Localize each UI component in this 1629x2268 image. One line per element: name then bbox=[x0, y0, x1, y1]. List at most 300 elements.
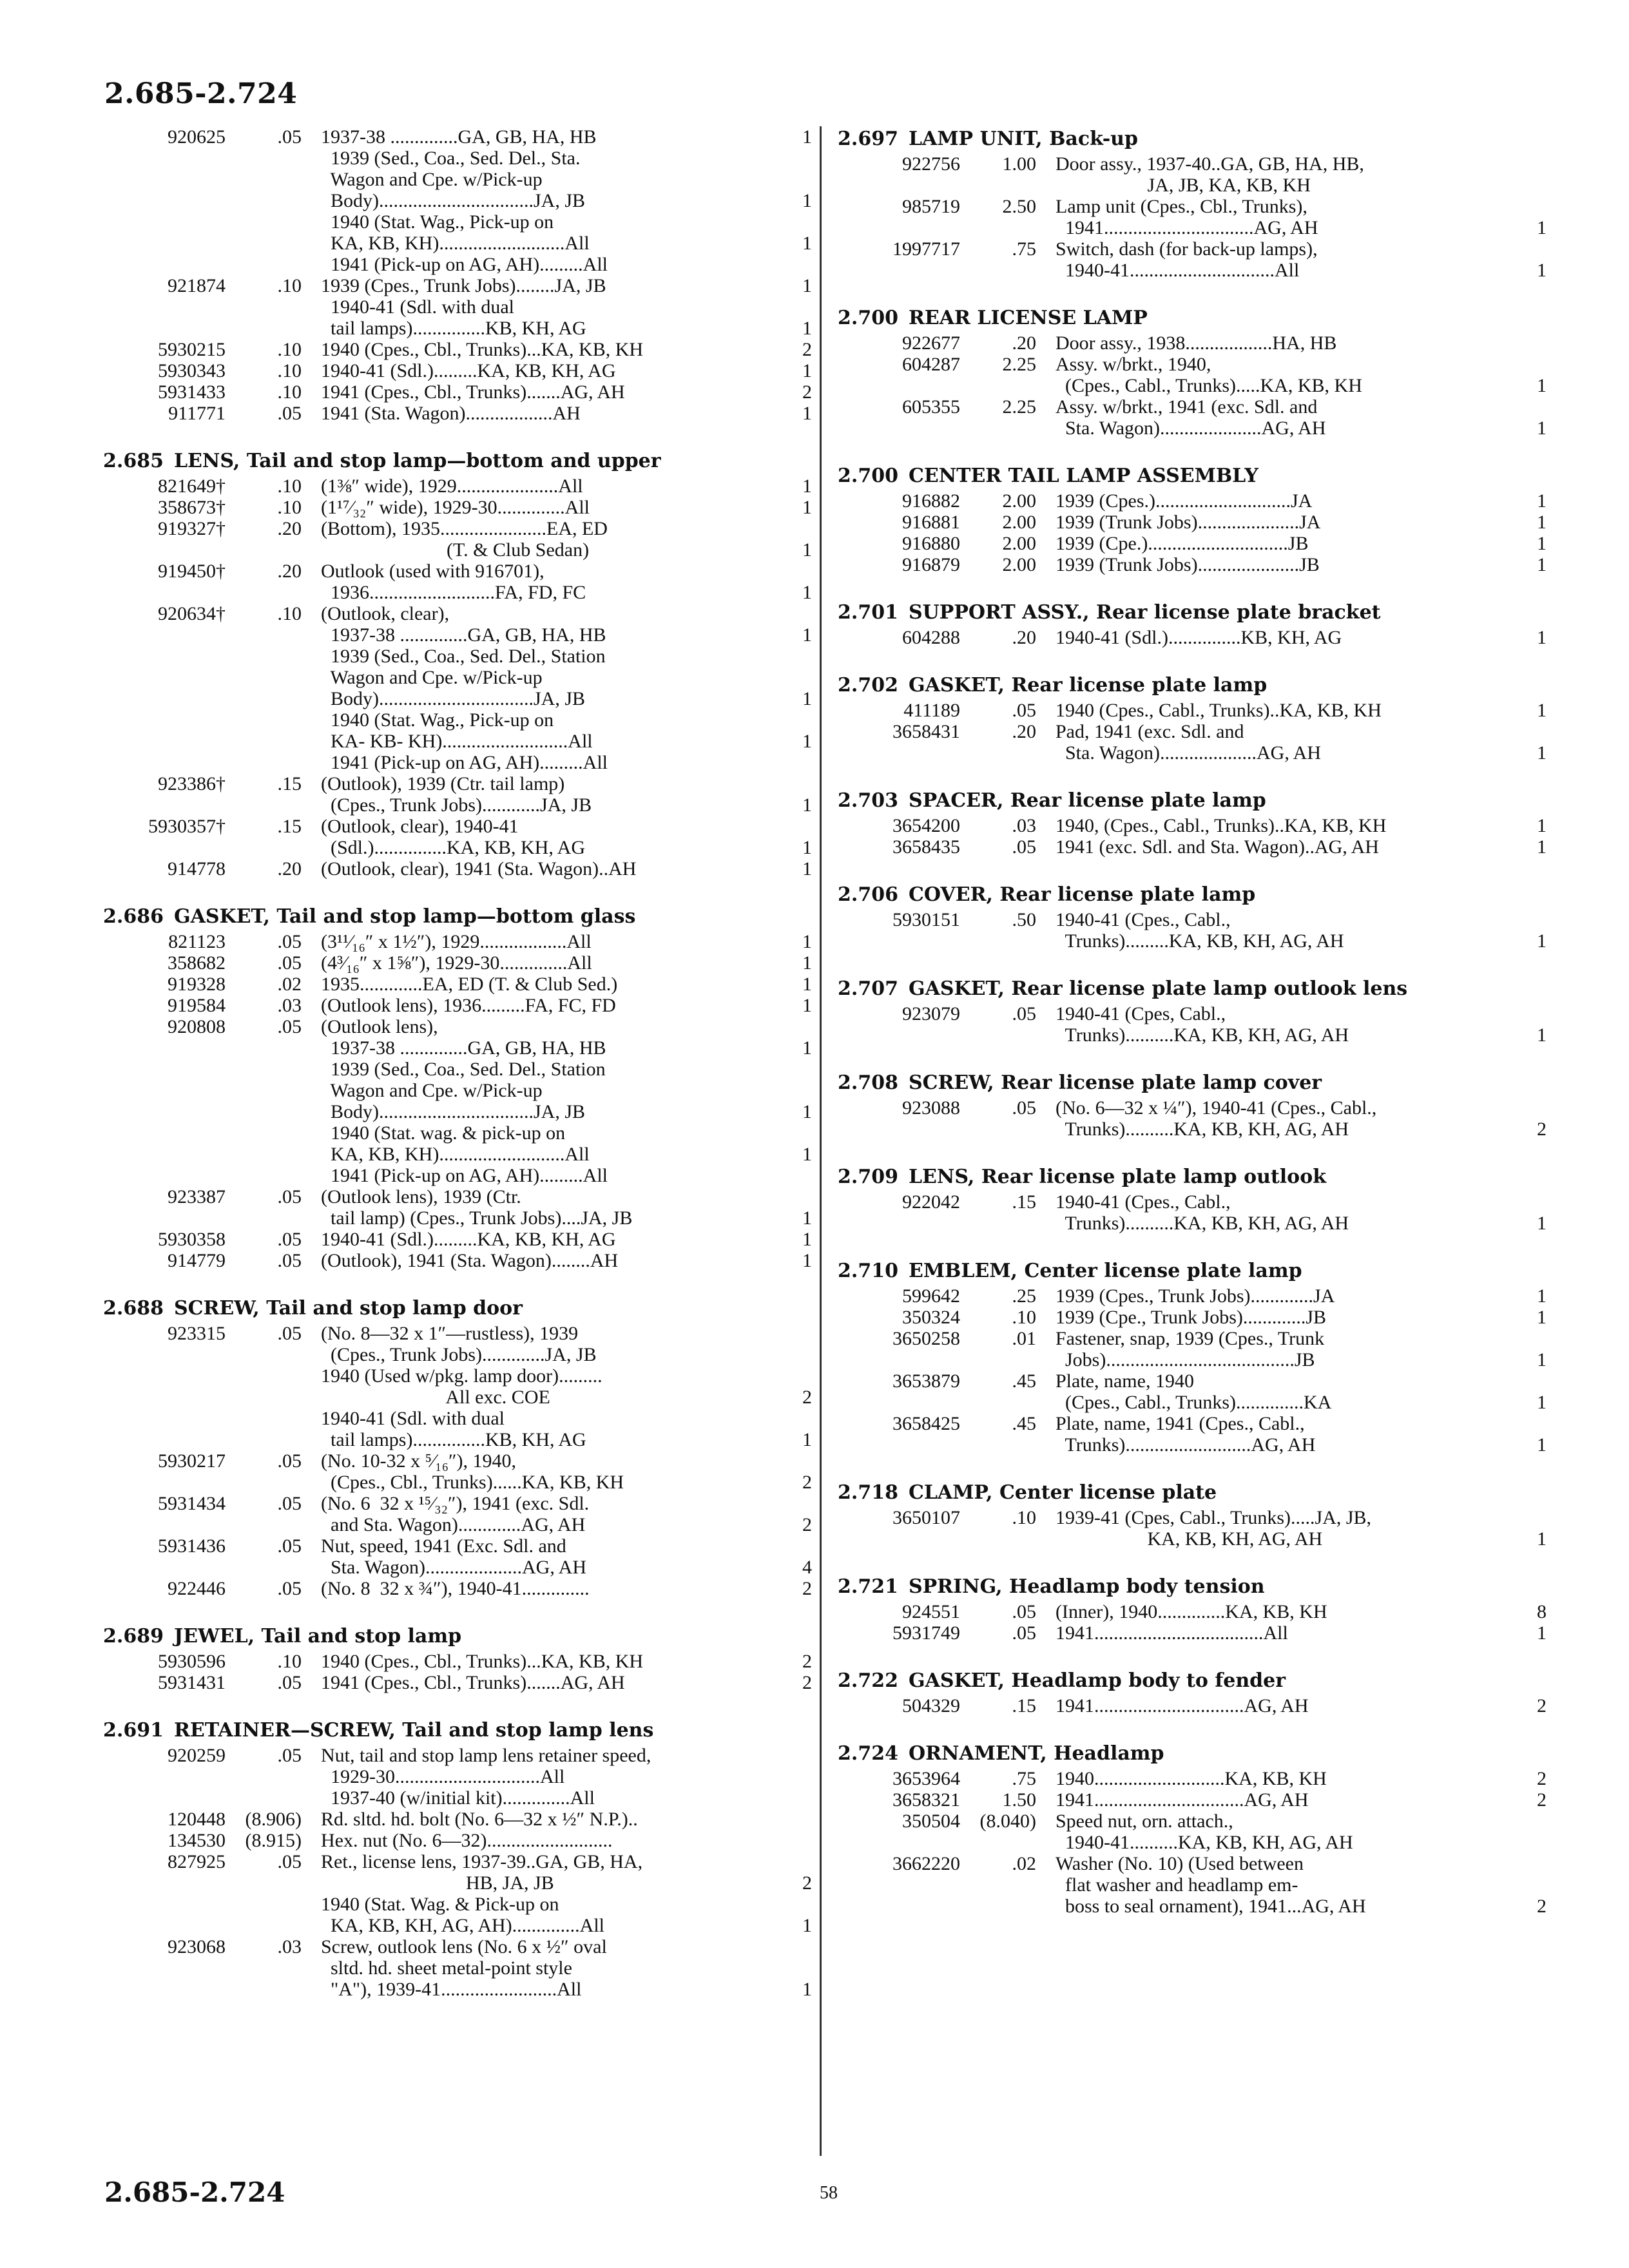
part-number: 920808 bbox=[168, 1016, 226, 1037]
part-row bbox=[838, 1328, 1547, 1370]
part-row bbox=[838, 1191, 1547, 1234]
description-line: Trunks)..........................AG, AH bbox=[1055, 1434, 1316, 1456]
part-description bbox=[1055, 533, 1505, 554]
description-line: (Outlook, clear), 1940-41 bbox=[321, 816, 519, 837]
part-row bbox=[103, 275, 812, 296]
part-quantity: 1 bbox=[802, 126, 812, 148]
part-row bbox=[103, 1450, 812, 1493]
part-description bbox=[321, 1059, 771, 1122]
section-title bbox=[103, 1624, 812, 1649]
section-number: 2.688 bbox=[103, 1297, 164, 1320]
part-price: .25 bbox=[1012, 1285, 1036, 1307]
description-line: sltd. hd. sheet metal-point style bbox=[321, 1957, 572, 1979]
part-description bbox=[1055, 700, 1505, 721]
description-line: 1937-38 ..............GA, GB, HA, HB bbox=[321, 1037, 606, 1059]
part-quantity: 1 bbox=[802, 624, 812, 646]
part-description bbox=[321, 275, 771, 296]
section-title bbox=[103, 1718, 812, 1744]
part-quantity: 1 bbox=[1537, 815, 1547, 836]
part-row bbox=[838, 1370, 1547, 1413]
part-quantity: 2 bbox=[1537, 1695, 1547, 1716]
part-row bbox=[838, 1097, 1547, 1140]
part-quantity: 2 bbox=[1537, 1768, 1547, 1789]
description-line: KA, KB, KH, AG, AH bbox=[1055, 1528, 1323, 1550]
section-title bbox=[838, 976, 1547, 1002]
section-number: 2.722 bbox=[838, 1669, 898, 1692]
part-description bbox=[1055, 512, 1505, 533]
section-title bbox=[838, 788, 1547, 814]
part-price: .75 bbox=[1012, 1768, 1036, 1789]
description-line: Wagon and Cpe. w/Pick-up bbox=[321, 667, 543, 688]
part-quantity: 1 bbox=[802, 1915, 812, 1936]
part-number: 919584 bbox=[168, 995, 226, 1016]
part-row bbox=[103, 296, 812, 339]
part-quantity: 1 bbox=[1537, 1434, 1547, 1456]
description-line: (No. 8 32 x ¾″), 1940-41.............. bbox=[321, 1578, 590, 1599]
description-line: 1936..........................FA, FD, FC bbox=[321, 582, 586, 603]
part-number: 920634† bbox=[158, 603, 226, 624]
part-quantity: 1 bbox=[1537, 836, 1547, 858]
part-number: 5931434 bbox=[158, 1493, 226, 1514]
part-description bbox=[1055, 627, 1505, 648]
section-heading: SPACER, Rear license plate lamp bbox=[908, 789, 1266, 812]
part-description bbox=[1055, 909, 1505, 952]
part-description bbox=[321, 931, 771, 952]
catalog-section bbox=[103, 126, 812, 424]
section-heading: JEWEL, Tail and stop lamp bbox=[173, 1625, 462, 1648]
part-row bbox=[103, 1408, 812, 1450]
part-row bbox=[838, 1413, 1547, 1456]
catalog-section bbox=[838, 463, 1547, 575]
part-quantity: 1 bbox=[802, 275, 812, 296]
part-row bbox=[103, 1830, 812, 1851]
catalog-section bbox=[838, 1070, 1547, 1140]
description-line: 1940-41 (Sdl. with dual bbox=[321, 1408, 505, 1429]
part-row bbox=[103, 1894, 812, 1936]
part-price: 2.25 bbox=[1002, 396, 1036, 418]
description-line: (Bottom), 1935......................EA, ED bbox=[321, 518, 608, 539]
section-number: 2.724 bbox=[838, 1742, 898, 1765]
section-title bbox=[838, 126, 1547, 152]
part-price: .05 bbox=[277, 1578, 302, 1599]
description-line: 1941 (Cpes., Cbl., Trunks).......AG, AH bbox=[321, 1672, 625, 1693]
part-quantity: 2 bbox=[1537, 1896, 1547, 1917]
part-quantity: 2 bbox=[802, 1578, 812, 1599]
part-description bbox=[1055, 196, 1505, 238]
description-line: (Outlook, clear), 1941 (Sta. Wagon)..AH bbox=[321, 858, 637, 879]
section-number: 2.701 bbox=[838, 601, 898, 624]
part-price: 1.50 bbox=[1002, 1789, 1036, 1811]
part-number: 923386† bbox=[158, 773, 226, 794]
part-number: 1997717 bbox=[892, 238, 960, 260]
catalog-section bbox=[838, 1741, 1547, 1917]
part-quantity: 1 bbox=[802, 837, 812, 858]
description-line: Nut, speed, 1941 (Exc. Sdl. and bbox=[321, 1535, 566, 1557]
part-price: .20 bbox=[277, 858, 302, 879]
part-description bbox=[321, 211, 771, 254]
part-number: 350504 bbox=[902, 1811, 960, 1832]
part-price: 2.00 bbox=[1002, 554, 1036, 575]
part-price: .10 bbox=[277, 1651, 302, 1672]
left-column bbox=[103, 126, 812, 2024]
part-quantity: 1 bbox=[1537, 1528, 1547, 1550]
part-number: 358682 bbox=[168, 952, 226, 974]
part-price: 1.00 bbox=[1002, 153, 1036, 175]
description-line: 1940-41 (Cpes, Cabl., bbox=[1055, 1003, 1226, 1024]
description-line: (Outlook lens), 1936.........FA, FC, FD bbox=[321, 995, 616, 1016]
part-row bbox=[103, 1229, 812, 1250]
description-line: (Cpes., Trunk Jobs)............JA, JB bbox=[321, 794, 592, 816]
section-title bbox=[838, 305, 1547, 331]
part-quantity: 1 bbox=[1537, 217, 1547, 238]
description-line: 1940 (Stat. wag. & pick-up on bbox=[321, 1122, 566, 1144]
catalog-section bbox=[838, 1480, 1547, 1550]
part-row bbox=[838, 700, 1547, 721]
part-price: .20 bbox=[1012, 332, 1036, 354]
part-number: 914779 bbox=[168, 1250, 226, 1271]
part-description bbox=[1055, 354, 1505, 396]
part-row bbox=[838, 533, 1547, 554]
part-price: .75 bbox=[1012, 238, 1036, 260]
section-number: 2.700 bbox=[838, 307, 898, 329]
part-price: .10 bbox=[277, 275, 302, 296]
part-description bbox=[321, 1016, 771, 1059]
part-number: 922756 bbox=[902, 153, 960, 175]
part-number: 604287 bbox=[902, 354, 960, 375]
part-row bbox=[103, 1651, 812, 1672]
part-description bbox=[1055, 554, 1505, 575]
description-line: Body)................................JA, JB bbox=[321, 688, 586, 709]
part-price: .05 bbox=[1012, 700, 1036, 721]
description-line: 1939 (Cpes., Trunk Jobs).............JA bbox=[1055, 1285, 1335, 1307]
part-row bbox=[103, 931, 812, 952]
part-quantity: 1 bbox=[1537, 260, 1547, 281]
part-price: .05 bbox=[277, 403, 302, 424]
part-quantity: 1 bbox=[1537, 533, 1547, 554]
part-row bbox=[838, 196, 1547, 238]
section-number: 2.721 bbox=[838, 1575, 898, 1598]
part-price: .05 bbox=[277, 1672, 302, 1693]
part-description bbox=[321, 646, 771, 709]
section-heading: SCREW, Rear license plate lamp cover bbox=[908, 1072, 1322, 1094]
part-description bbox=[1055, 1853, 1505, 1917]
part-number: 599642 bbox=[902, 1285, 960, 1307]
part-number: 5930151 bbox=[892, 909, 960, 930]
description-line: 1941 (exc. Sdl. and Sta. Wagon)..AG, AH bbox=[1055, 836, 1379, 858]
part-price: .05 bbox=[277, 1323, 302, 1344]
part-description bbox=[321, 381, 771, 403]
part-description bbox=[321, 952, 771, 974]
description-line: JA, JB, KA, KB, KH bbox=[1055, 175, 1311, 196]
description-line: 1939 (Cpes.)............................JA bbox=[1055, 490, 1313, 512]
part-number: 3653879 bbox=[892, 1370, 960, 1392]
section-number: 2.686 bbox=[103, 905, 164, 928]
part-row bbox=[103, 1186, 812, 1229]
part-row bbox=[103, 476, 812, 497]
part-row bbox=[103, 1535, 812, 1578]
part-description bbox=[321, 1745, 771, 1809]
part-number: 920625 bbox=[168, 126, 226, 148]
part-description bbox=[1055, 332, 1505, 354]
part-quantity: 1 bbox=[1537, 627, 1547, 648]
part-quantity: 1 bbox=[802, 1101, 812, 1122]
description-line: Door assy., 1938..................HA, HB bbox=[1055, 332, 1337, 354]
description-line: Trunks)..........KA, KB, KH, AG, AH bbox=[1055, 1024, 1349, 1046]
part-price: .15 bbox=[1012, 1695, 1036, 1716]
part-price: (8.915) bbox=[245, 1830, 302, 1851]
part-description bbox=[321, 1535, 771, 1578]
description-line: Assy. w/brkt., 1941 (exc. Sdl. and bbox=[1055, 396, 1318, 418]
description-line: KA, KB, KH)..........................All bbox=[321, 233, 590, 254]
part-description bbox=[1055, 153, 1505, 196]
description-line: 1940-41 (Sdl.).........KA, KB, KH, AG bbox=[321, 1229, 616, 1250]
part-price: .45 bbox=[1012, 1370, 1036, 1392]
part-row bbox=[103, 497, 812, 518]
description-line: Washer (No. 10) (Used between bbox=[1055, 1853, 1304, 1874]
description-line: 1940-41 (Cpes., Cabl., bbox=[1055, 909, 1231, 930]
part-row bbox=[838, 1003, 1547, 1046]
part-quantity: 1 bbox=[802, 1037, 812, 1059]
description-line: (Outlook), 1941 (Sta. Wagon)........AH bbox=[321, 1250, 619, 1271]
part-quantity: 1 bbox=[802, 731, 812, 752]
part-row bbox=[838, 512, 1547, 533]
part-price: .05 bbox=[277, 1016, 302, 1037]
part-row bbox=[103, 360, 812, 381]
part-number: 350324 bbox=[902, 1307, 960, 1328]
description-line: 1937-38 ..............GA, GB, HA, HB bbox=[321, 126, 597, 148]
description-line: 1940 (Stat. Wag. & Pick-up on bbox=[321, 1894, 559, 1915]
description-line: (Cpes., Cabl., Trunks)..............KA bbox=[1055, 1392, 1332, 1413]
part-row bbox=[103, 126, 812, 148]
part-row bbox=[103, 1323, 812, 1365]
part-number: 821123 bbox=[168, 931, 226, 952]
part-quantity: 1 bbox=[1537, 1024, 1547, 1046]
part-number: 924551 bbox=[902, 1601, 960, 1622]
description-line: KA- KB- KH)..........................All bbox=[321, 731, 593, 752]
part-number: 3650258 bbox=[892, 1328, 960, 1349]
catalog-section bbox=[103, 1296, 812, 1599]
description-line: 1935.............EA, ED (T. & Club Sed.) bbox=[321, 974, 618, 995]
part-description bbox=[1055, 1370, 1505, 1413]
description-line: Lamp unit (Cpes., Cbl., Trunks), bbox=[1055, 196, 1307, 217]
description-line: (No. 6 32 x ¹⁵⁄₃₂″), 1941 (exc. Sdl. bbox=[321, 1493, 590, 1514]
part-quantity: 1 bbox=[802, 931, 812, 952]
part-quantity: 1 bbox=[1537, 490, 1547, 512]
part-row bbox=[103, 339, 812, 360]
part-quantity: 1 bbox=[802, 952, 812, 974]
part-quantity: 1 bbox=[802, 1229, 812, 1250]
part-description bbox=[1055, 1695, 1505, 1716]
section-number: 2.718 bbox=[838, 1481, 898, 1504]
section-heading: LENS, Tail and stop lamp—bottom and upper bbox=[173, 450, 661, 472]
part-row bbox=[103, 1122, 812, 1165]
part-price: .02 bbox=[1012, 1853, 1036, 1874]
part-description bbox=[1055, 1768, 1505, 1789]
part-quantity: 1 bbox=[1537, 1285, 1547, 1307]
part-description bbox=[321, 518, 771, 561]
section-number: 2.708 bbox=[838, 1072, 898, 1094]
part-price: .05 bbox=[277, 1851, 302, 1872]
section-number: 2.697 bbox=[838, 128, 898, 150]
catalog-section bbox=[838, 1164, 1547, 1234]
part-price: .02 bbox=[277, 974, 302, 995]
description-line: Trunks)..........KA, KB, KH, AG, AH bbox=[1055, 1213, 1349, 1234]
part-row bbox=[103, 1851, 812, 1894]
description-line: "A"), 1939-41........................All bbox=[321, 1979, 582, 2000]
part-row bbox=[103, 1936, 812, 2000]
part-number: 3654200 bbox=[892, 815, 960, 836]
part-number: 120448 bbox=[168, 1809, 226, 1830]
part-quantity: 1 bbox=[802, 1429, 812, 1450]
description-line: Wagon and Cpe. w/Pick-up bbox=[321, 169, 543, 190]
part-quantity: 1 bbox=[802, 995, 812, 1016]
part-number: 916880 bbox=[902, 533, 960, 554]
part-number: 5931433 bbox=[158, 381, 226, 403]
part-description bbox=[1055, 1003, 1505, 1046]
part-row bbox=[103, 816, 812, 858]
part-number: 919450† bbox=[158, 561, 226, 582]
section-heading: LENS, Rear license plate lamp outlook bbox=[908, 1166, 1326, 1188]
part-description bbox=[321, 1936, 771, 2000]
description-line: 1940-41 (Sdl.).........KA, KB, KH, AG bbox=[321, 360, 616, 381]
part-number: 923315 bbox=[168, 1323, 226, 1344]
part-description bbox=[321, 1165, 771, 1186]
part-number: 134530 bbox=[168, 1830, 226, 1851]
part-price: .05 bbox=[1012, 1003, 1036, 1024]
part-price: .05 bbox=[277, 952, 302, 974]
part-quantity: 2 bbox=[802, 1872, 812, 1894]
section-heading: EMBLEM, Center license plate lamp bbox=[908, 1260, 1302, 1282]
part-row bbox=[838, 836, 1547, 858]
catalog-section bbox=[838, 305, 1547, 439]
part-price: .10 bbox=[277, 603, 302, 624]
description-line: 1940...........................KA, KB, KH bbox=[1055, 1768, 1327, 1789]
description-line: (Cpes., Cbl., Trunks)......KA, KB, KH bbox=[321, 1472, 624, 1493]
description-line: 1941...............................AG, AH bbox=[1055, 1789, 1309, 1811]
part-row bbox=[838, 238, 1547, 281]
part-quantity: 1 bbox=[1537, 512, 1547, 533]
part-quantity: 1 bbox=[802, 539, 812, 561]
part-row bbox=[838, 627, 1547, 648]
part-row bbox=[838, 1811, 1547, 1853]
section-heading: GASKET, Headlamp body to fender bbox=[908, 1669, 1286, 1692]
part-quantity: 1 bbox=[802, 233, 812, 254]
part-number: 5930596 bbox=[158, 1651, 226, 1672]
part-quantity: 1 bbox=[1537, 1349, 1547, 1370]
part-quantity: 1 bbox=[802, 318, 812, 339]
part-quantity: 1 bbox=[1537, 700, 1547, 721]
part-price: .05 bbox=[277, 931, 302, 952]
part-description bbox=[1055, 1811, 1505, 1853]
part-price: .03 bbox=[277, 1936, 302, 1957]
section-heading: GASKET, Tail and stop lamp—bottom glass bbox=[173, 905, 636, 928]
part-quantity: 1 bbox=[802, 476, 812, 497]
part-description bbox=[321, 1493, 771, 1535]
description-line: (4³⁄₁₆″ x 1⅝″), 1929-30..............All bbox=[321, 952, 592, 974]
part-price: .15 bbox=[277, 773, 302, 794]
part-description bbox=[1055, 1622, 1505, 1644]
part-description bbox=[321, 709, 771, 752]
description-line: 1941...............................AG, AH bbox=[1055, 217, 1318, 238]
part-price: 2.00 bbox=[1002, 512, 1036, 533]
part-price: .05 bbox=[277, 1535, 302, 1557]
part-row bbox=[103, 1250, 812, 1271]
section-number: 2.702 bbox=[838, 674, 898, 697]
part-quantity: 2 bbox=[802, 1472, 812, 1493]
description-line: 1939 (Cpe.).............................JB bbox=[1055, 533, 1309, 554]
description-line: (No. 8—32 x 1″—rustless), 1939 bbox=[321, 1323, 579, 1344]
description-line: Switch, dash (for back-up lamps), bbox=[1055, 238, 1318, 260]
description-line: Body)................................JA, JB bbox=[321, 190, 586, 211]
description-line: 1940 (Cpes., Cabl., Trunks)..KA, KB, KH bbox=[1055, 700, 1382, 721]
part-quantity: 1 bbox=[802, 858, 812, 879]
part-number: 922677 bbox=[902, 332, 960, 354]
description-line: (Outlook lens), 1939 (Ctr. bbox=[321, 1186, 521, 1207]
description-line: Door assy., 1937-40..GA, GB, HA, HB, bbox=[1055, 153, 1364, 175]
part-row bbox=[838, 554, 1547, 575]
part-number: 922446 bbox=[168, 1578, 226, 1599]
part-row bbox=[838, 332, 1547, 354]
catalog-section bbox=[838, 1574, 1547, 1644]
part-number: 919327† bbox=[158, 518, 226, 539]
part-description bbox=[321, 995, 771, 1016]
section-heading: CENTER TAIL LAMP ASSEMBLY bbox=[908, 465, 1258, 487]
part-description bbox=[1055, 1307, 1505, 1328]
part-number: 919328 bbox=[168, 974, 226, 995]
part-row bbox=[103, 1059, 812, 1122]
part-row bbox=[103, 1745, 812, 1809]
description-line: KA, KB, KH)..........................All bbox=[321, 1144, 590, 1165]
part-row bbox=[838, 153, 1547, 196]
part-price: .05 bbox=[277, 1745, 302, 1766]
description-line: 1929-30..............................All bbox=[321, 1766, 565, 1787]
page-header-range: 2.685-2.724 bbox=[104, 77, 298, 110]
description-line: KA, KB, KH, AG, AH)..............All bbox=[321, 1915, 605, 1936]
description-line: (Outlook, clear), bbox=[321, 603, 450, 624]
part-number: 5931431 bbox=[158, 1672, 226, 1693]
part-row bbox=[838, 721, 1547, 764]
part-price: .10 bbox=[277, 476, 302, 497]
description-line: Trunks)..........KA, KB, KH, AG, AH bbox=[1055, 1119, 1349, 1140]
description-line: 1940-41 (Sdl. with dual bbox=[321, 296, 514, 318]
part-quantity: 2 bbox=[802, 381, 812, 403]
description-line: flat washer and headlamp em- bbox=[1055, 1874, 1298, 1896]
part-price: .10 bbox=[1012, 1507, 1036, 1528]
section-heading: CLAMP, Center license plate bbox=[908, 1481, 1217, 1504]
section-number: 2.710 bbox=[838, 1260, 898, 1282]
description-line: 1939 (Sed., Coa., Sed. Del., Sta. bbox=[321, 148, 581, 169]
description-line: (Sdl.)...............KA, KB, KH, AG bbox=[321, 837, 586, 858]
description-line: Ret., license lens, 1937-39..GA, GB, HA, bbox=[321, 1851, 643, 1872]
part-row bbox=[838, 1695, 1547, 1716]
part-description bbox=[321, 974, 771, 995]
part-price: .05 bbox=[1012, 1097, 1036, 1119]
part-description bbox=[321, 1450, 771, 1493]
part-description bbox=[321, 1186, 771, 1229]
part-row bbox=[103, 858, 812, 879]
part-price: .05 bbox=[277, 1186, 302, 1207]
part-description bbox=[321, 1651, 771, 1672]
description-line: 1940 (Stat. Wag., Pick-up on bbox=[321, 211, 554, 233]
description-line: 1939 (Trunk Jobs).....................JA bbox=[1055, 512, 1321, 533]
description-line: Jobs).......................................JB bbox=[1055, 1349, 1315, 1370]
part-price: (8.040) bbox=[979, 1811, 1036, 1832]
part-price: 2.00 bbox=[1002, 490, 1036, 512]
description-line: (1⅜″ wide), 1929.....................All bbox=[321, 476, 583, 497]
description-line: 1940-41 (Cpes., Cabl., bbox=[1055, 1191, 1231, 1213]
part-price: .15 bbox=[277, 816, 302, 837]
section-heading: REAR LICENSE LAMP bbox=[908, 307, 1148, 329]
